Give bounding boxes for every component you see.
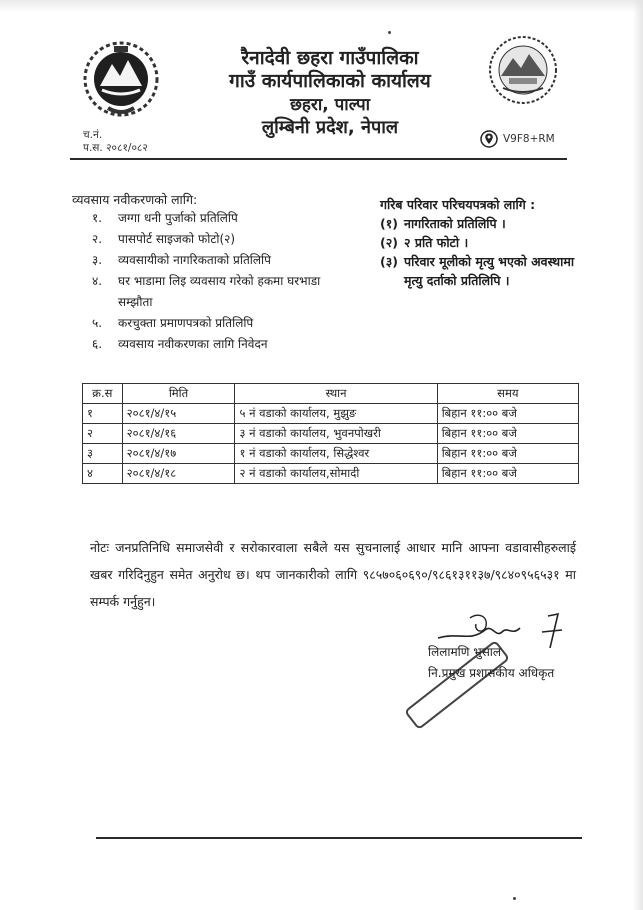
schedule-table [82,383,579,484]
cell-date: २०८१/४/१६ [122,424,235,444]
list-item-text: २ प्रति फोटो । [404,235,469,250]
list-item-text: करचुक्ता प्रमाणपत्रको प्रतिलिपि [118,316,254,330]
cell-time: बिहान ११:०० बजे [437,464,578,484]
fiscal-year: प.स. २०८१/०८२ [83,142,148,154]
cell-date: २०८१/४/१७ [122,444,235,464]
office-name-line1: रैनादेवी छहरा गाउँपालिका [241,47,419,69]
table-row [83,464,579,484]
column-header-place: स्थान [235,384,437,404]
scan-speck [513,897,516,900]
location-pin-icon [480,130,498,148]
header-divider [70,158,567,160]
column-header-date: मिति [122,384,235,404]
office-name-line2: गाउँ कार्यपालिकाको कार्यालय [229,70,431,92]
footer-divider [96,837,582,839]
list-item-number: (२) [380,235,398,250]
list-item-text: व्यवसाय नवीकरणका लागि निवेदन [118,337,268,351]
scan-shadow-right [633,0,643,910]
cell-serial: ३ [83,444,123,464]
list-item-number: ५. [92,316,103,330]
scan-speck [388,31,391,34]
table-row [83,444,579,464]
list-item-number: २. [92,232,103,246]
signatory-name: लिलामणि भुसाल [428,645,502,659]
poverty-card-list [380,214,595,290]
list-item [92,250,357,271]
notice-paragraph: नोटः जनप्रतिनिधि समाजसेवी र सरोकारवाला सबैले यस सुचनालाई आधार मानि आफ्ना वडावासीहरुलाई खबर गरिदिनुहुन समेत अनुरोध छ। थप जानकारीको लागि ९८५७०६०६९०/९८६१३११३७/९८४०९५६५३१ मा सम्पर्क गर्नुहुन। [90,540,576,609]
list-item [380,233,595,252]
cell-time: बिहान ११:०० बजे [437,424,578,444]
list-item [92,208,357,229]
office-address: छहरा, पाल्पा [289,95,371,115]
business-renewal-title: व्यवसाय नवीकरणको लागि: [72,192,198,207]
poverty-card-title: गरिब परिवार परिचयपत्रको लागि : [380,197,536,212]
list-item-text: नागरिताको प्रतिलिपि । [404,216,506,231]
column-header-serial: क्र.स [83,384,123,404]
list-item-text: व्यवसायीको नागरिकताको प्रतिलिपि [118,253,271,267]
cell-serial: ४ [83,464,123,484]
list-item-text: घर भाडामा लिइ व्यवसाय गरेको हकमा घरभाडा सम्झौता [118,274,321,309]
table-row [83,404,579,424]
list-item [92,313,357,334]
list-item-number: ६. [92,337,103,351]
list-item [92,334,357,355]
cell-place: ५ नं वडाको कार्यालय, मुझुङ [235,404,437,424]
list-item [92,229,357,250]
list-item [92,271,357,313]
cell-serial: २ [83,424,123,444]
cell-date: २०८१/४/१५ [122,404,235,424]
list-item-text: पासपोर्ट साइजको फोटो(२) [118,232,236,246]
list-item-number: ४. [92,274,103,288]
cell-serial: १ [83,404,123,424]
table-header-row [83,384,579,404]
list-item-number: ३. [92,253,103,267]
list-item-number: (१) [380,216,398,231]
list-item-text: जग्गा धनी पुर्जाको प्रतिलिपि [118,211,238,225]
reference-number: च.नं. [83,129,103,141]
list-item [380,214,595,233]
list-item-number: १. [92,211,103,225]
column-header-time: समय [437,384,578,404]
plus-code: V9F8+RM [503,133,555,145]
cell-place: २ नं वडाको कार्यालय,सोमादी [235,464,437,484]
cell-time: बिहान ११:०० बजे [437,444,578,464]
signatory-title: नि.प्रमुख प्रशासकीय अधिकृत [428,666,555,680]
office-province: लुम्बिनी प्रदेश, नेपाल [261,117,399,138]
cell-place: ३ नं वडाको कार्यालय, भुवनपोखरी [235,424,437,444]
cell-date: २०८१/४/१८ [122,464,235,484]
cell-time: बिहान ११:०० बजे [437,404,578,424]
list-item-text: परिवार मूलीको मृत्यु भएको अवस्थामा मृत्यु दर्ताको प्रतिलिपि । [404,254,575,288]
nepal-emblem-icon [80,38,162,120]
table-row [83,424,579,444]
list-item [380,252,595,290]
list-item-number: (३) [380,254,398,269]
scan-shadow-top [0,0,643,12]
business-renewal-list [92,208,357,355]
cell-place: १ नं वडाको कार्यालय, सिद्धेश्वर [235,444,437,464]
